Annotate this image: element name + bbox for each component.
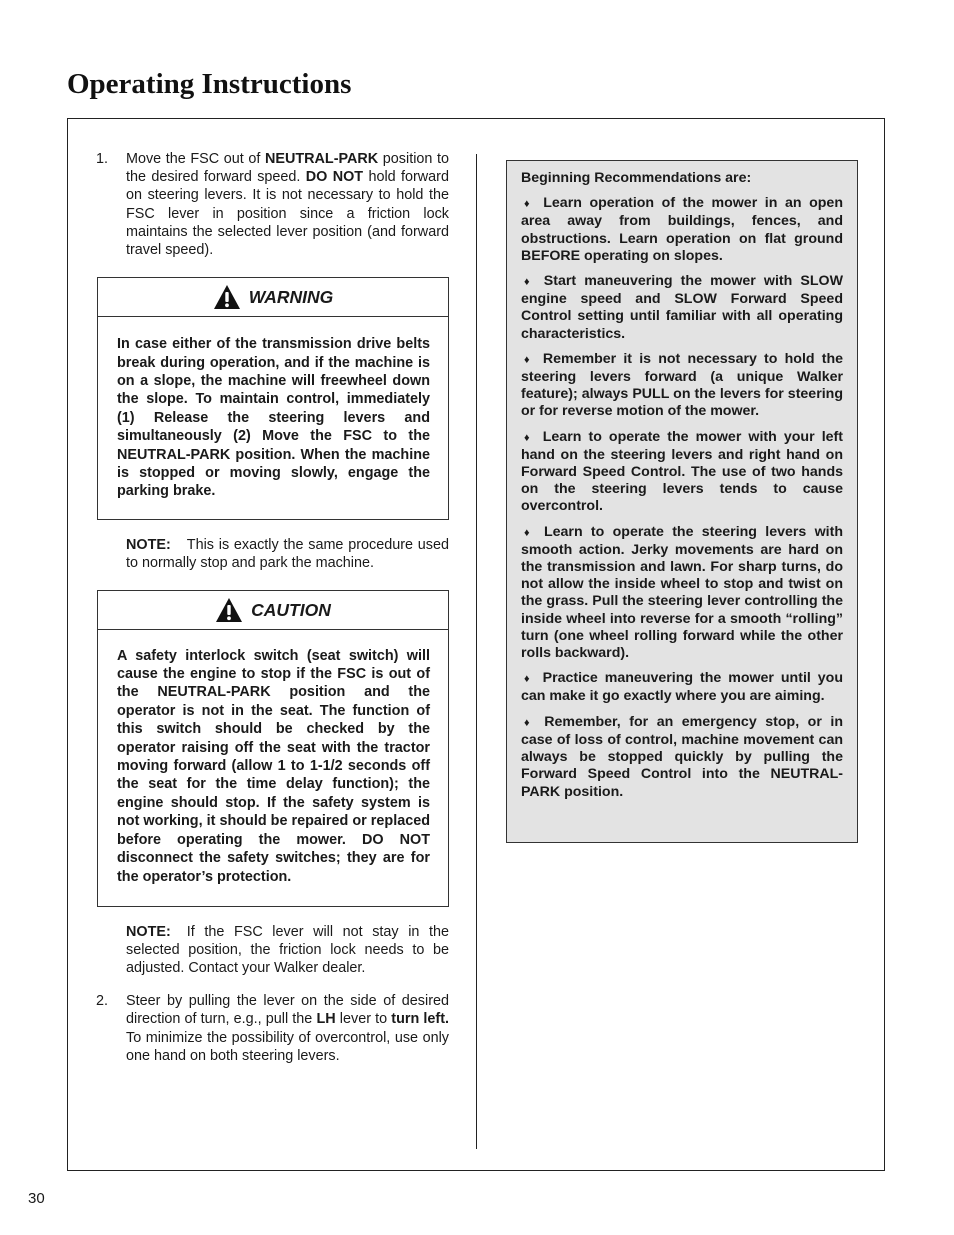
recommendation-item [521,670,843,705]
warning-header [98,278,448,317]
emphasis-text: turn left. [391,1011,449,1028]
caution-box [97,590,449,907]
emphasis-text: NEUTRAL-PARK [264,151,379,167]
recommendation-item [521,429,843,516]
page-number: 30 [28,1190,45,1207]
recommendation-item [521,351,843,421]
recommendation-text: Remember it is not necessary to hold the steering levers forward (a unique Walker feature); always PULL on the levers for steering or for reverse motion of the mower. [521,350,844,420]
warning-text: In case either of the transmission drive belts break during operation, and if the machine is on a slope, the machine will freewheel down the slope. To maintain control, immediately (1) Release the steering levers and simultaneously (2) Move the FSC to the NEUTRAL-PARK position. When the machine is stopped or moving slowly, engage the parking brake. [117,336,430,500]
diamond-bullet-icon: ♦ [524,198,534,211]
diamond-bullet-icon: ♦ [524,716,535,729]
step-2 [96,992,449,1065]
step-1 [96,150,449,259]
warning-triangle-icon [215,597,243,623]
diamond-bullet-icon: ♦ [524,526,534,539]
recommendation-item [521,273,843,343]
warning-label: WARNING [248,287,334,308]
recommendation-text: Practice maneuvering the mower until you can make it go exactly where you are aiming. [521,670,843,705]
recommendation-text: Start maneuvering the mower with SLOW engine speed and SLOW Forward Speed Control setting until familiar with all operating characteristics. [521,273,843,342]
warning-box [97,277,449,520]
recommendation-text: Learn to operate the steering levers with smooth action. Jerky movements are hard on the transmission and lawn. For sharp turns, do not allow the inside wheel to stop and twist on the grass. Pull the steering lever controlling the inside wheel into reverse for a smooth “rolling” turn (one wheel rolling forward while the other rolls backward). [521,523,843,662]
diamond-bullet-icon: ♦ [524,276,534,289]
recommendation-text: Learn operation of the mower in an open area away from buildings, fences, and obstructions. Learn operation on flat ground BEFORE operating on slopes. [521,195,843,264]
note-label: NOTE: [126,923,171,940]
step-text [126,992,449,1065]
emphasis-text: DO NOT [305,169,364,186]
recommendation-item [521,195,843,265]
warning-triangle-icon [213,284,241,310]
left-column [96,150,449,1065]
note-text: If the FSC lever will not stay in the selected position, the friction lock needs to be adjusted. Contact your Walker dealer. [126,923,449,977]
note-label: NOTE: [126,537,171,554]
text-run: position to the desired forward speed. [126,151,449,186]
recommendations-heading: Beginning Recommendations are: [521,170,752,186]
text-run: To minimize the possibility of overcontrol, use only one hand on both steering levers. [126,1029,449,1064]
step-text [126,150,449,259]
diamond-bullet-icon: ♦ [524,353,533,366]
step-number: 2. [96,993,109,1010]
step-number: 1. [96,151,109,167]
diamond-bullet-icon: ♦ [524,431,533,444]
caution-label: CAUTION [251,599,331,620]
text-run: hold forward on steering levers. It is not necessary to hold the FSC lever in position since a friction lock maintains the selected lever position (and forward travel speed). [126,169,449,259]
emphasis-text: LH [316,1011,336,1028]
recommendation-text: Remember, for an emergency stop, or in case of loss of control, machine movement can always be stopped quickly by pulling the Forward Speed Control into the NEUTRAL-PARK position. [521,713,843,800]
recommendation-text: Learn to operate the mower with your left hand on the steering levers and right hand on Forward Speed Control. The use of two hands on the steering levers tends to cause overcontrol. [521,428,843,515]
recommendation-item [521,524,843,663]
page-title: Operating Instructions [67,68,352,100]
caution-header [98,591,448,630]
caution-text: A safety interlock switch (seat switch) will cause the engine to stop if the FSC is out of the NEUTRAL-PARK position and the operator is not in the seat. The function of this switch should be checked by the operator raising off the seat with the tractor moving forward (allow 1 to 1-1/2 seconds off the seat for the time delay function); the engine should stop. If the safety system is not working, it should be repaired or replaced before operating the mower. DO NOT disconnect the safety switches; they are for the operator’s protection. [117,647,430,885]
text-run: lever to [335,1011,392,1028]
note-1 [126,536,449,572]
recommendation-item [521,714,843,801]
diamond-bullet-icon: ♦ [524,673,533,686]
recommendations-box [506,160,858,843]
note-text: This is exactly the same procedure used to normally stop and park the machine. [126,537,449,572]
column-divider [476,154,477,1149]
text-run: Steer by pulling the lever on the side of desired direction of turn, e.g., pull the [126,993,449,1028]
note-2 [126,923,449,978]
text-run: Move the FSC out of [126,151,265,167]
